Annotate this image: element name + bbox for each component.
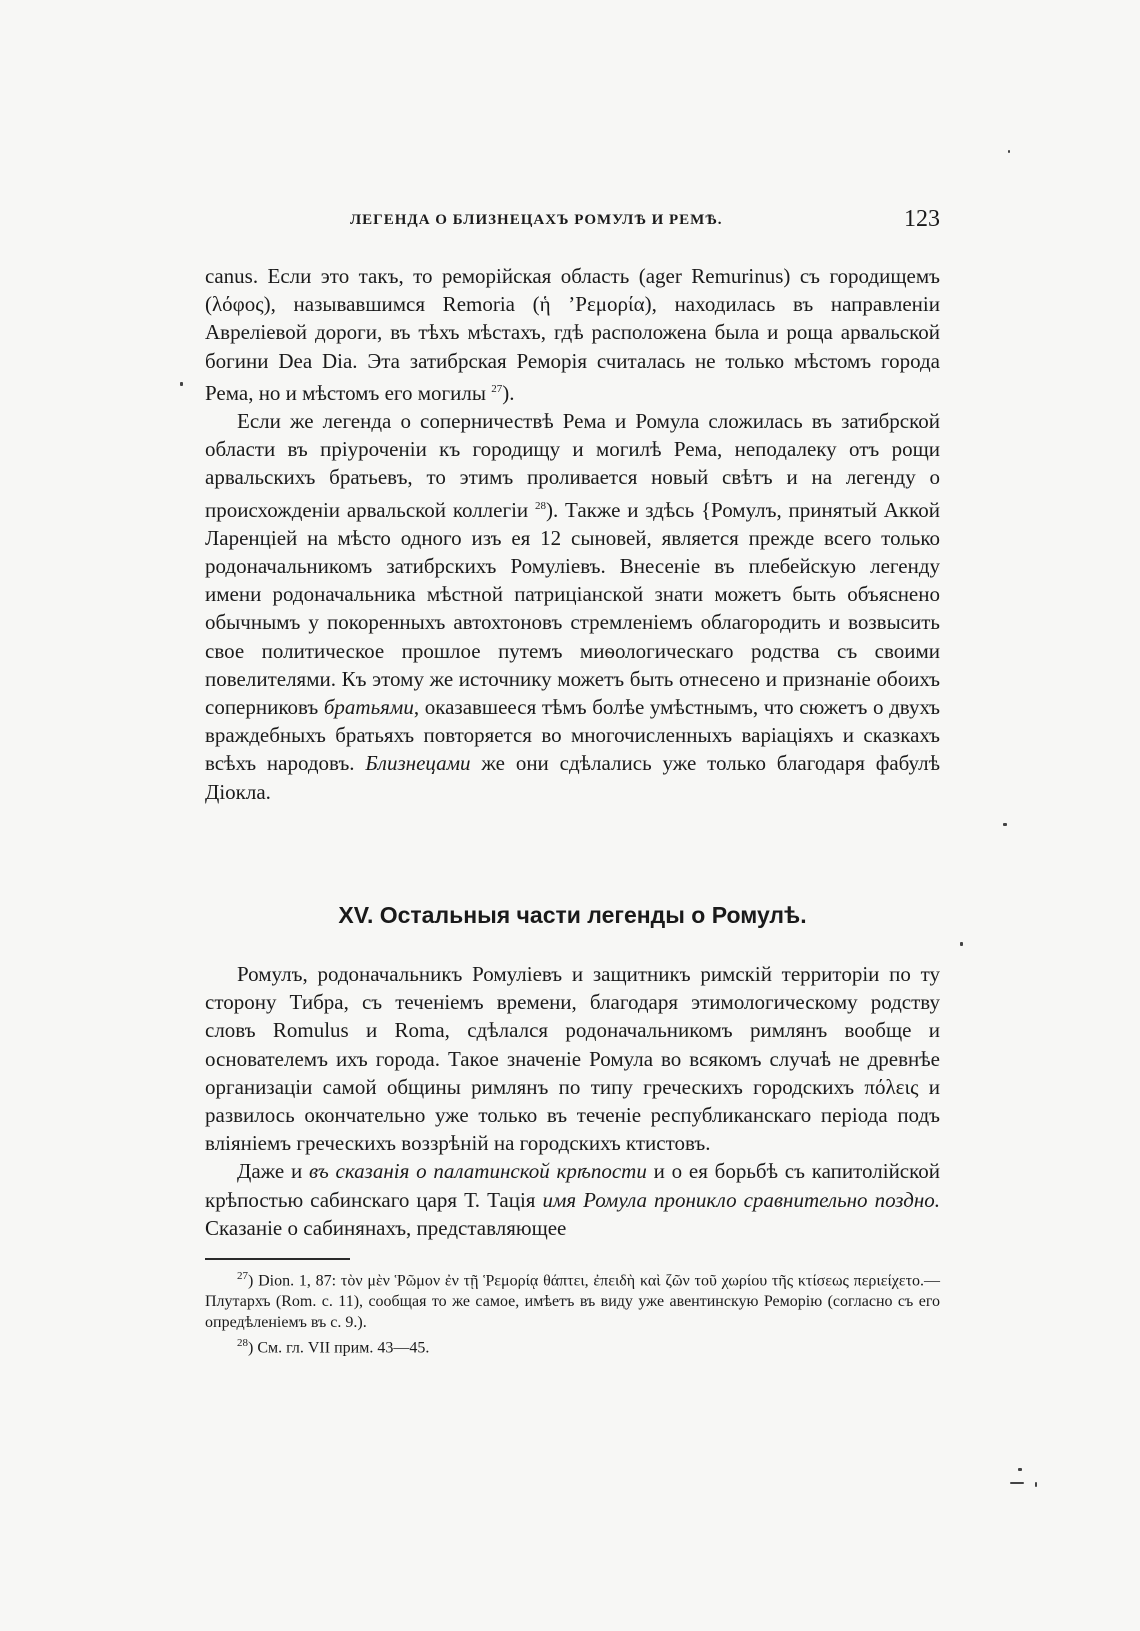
paragraph-4-text-b: и о ея борьбѣ съ капитолійской крѣпостью сабинскаго царя Т. Тація: [205, 1159, 941, 1212]
paragraph-4-text-c: Сказаніе о сабинянахъ, представляющее: [205, 1215, 567, 1240]
paragraph-2-text-c: , оказавшееся тѣмъ болѣе умѣстнымъ, что сюжетъ о двухъ враждебныхъ братьяхъ повторяется во многочисленныхъ варіаціяхъ и сказкахъ всѣхъ народовъ.: [205, 695, 941, 776]
paragraph-4-text-a: Даже и: [237, 1159, 303, 1184]
emphasis-bratyami: братьями: [323, 695, 414, 720]
body-text-upper: [205, 262, 940, 806]
paragraph-1-end: ).: [502, 380, 515, 405]
paragraph-1-text: canus. Если это такъ, то реморійская область (ager Remurinus) съ городищемъ (λόφος), называвшимся Remoria (ἡ ’Ρεμορία), находилась въ направленіи Авреліевой дороги, въ тѣхъ мѣстахъ, гдѣ расположена была и роща арвальской богини Dea Dia. Эта затибрская Реморія считалась не только мѣстомъ города Рема, но и мѣстомъ его могилы: [205, 264, 940, 405]
scan-speck: [1018, 1468, 1022, 1471]
footnote-28-number: 28: [237, 1337, 248, 1350]
paragraph-1: [205, 262, 940, 407]
footnote-rule: [205, 1258, 350, 1260]
section-heading: XV. Остальныя части легенды о Ромулѣ.: [338, 902, 807, 928]
footnotes: [205, 1266, 940, 1359]
footnote-27-text: ) Dion. 1, 87: τὸν μὲν Ῥῶμον ἐν τῇ Ῥεμορίᾳ θάπτει, ἐπειδὴ καὶ ζῶν τοῦ χωρίου τῆς κτίσεως περιείχετο.—Плутархъ (Rom. c. 11), сообщая то же самое, имѣетъ въ виду уже авентинскую Реморію (согласно съ его опредѣленіемъ въ с. 9.).: [205, 1272, 940, 1332]
running-head: [205, 206, 940, 238]
paragraph-4: [205, 1157, 940, 1242]
footnote-27-number: 27: [237, 1270, 248, 1282]
scan-speck: [1003, 823, 1007, 826]
footnote-ref-28: 28: [534, 499, 546, 512]
scan-speck: [1010, 1482, 1024, 1484]
paragraph-2: [205, 407, 940, 806]
paragraph-2-text-b: ). Также и здѣсь {Ромулъ, принятый Аккой Ларенціей на мѣсто одного изъ ея 12 сыновей, является прежде всего только родоначальникомъ затибрскихъ Ромуліевъ. Внесеніе въ плебейскую легенду имени родоначальника мѣстной патриціанской знати можетъ быть объяснено обычнымъ у покоренныхъ автохтоновъ стремленіемъ облагородить и возвысить свое политическое прошлое путемъ миѳологическаго родства съ своими повелителями. Къ этому же источнику можетъ быть отнесено и признаніе обоихъ соперниковъ: [205, 497, 940, 720]
paragraph-2-text-d: же они сдѣлались уже только благодаря фабулѣ Діокла.: [205, 751, 941, 804]
footnote-28: [205, 1333, 940, 1358]
scan-speck: [1008, 150, 1010, 153]
scan-speck: [960, 942, 963, 946]
footnote-ref-27: 27: [491, 382, 503, 395]
paragraph-3: Ромулъ, родоначальникъ Ромуліевъ и защитникъ римскій территоріи по ту сторону Тибра, съ теченіемъ времени, благодаря этимологическому родству словъ Romulus и Roma, сдѣлался родоначальникомъ римлянъ вообще и основателемъ ихъ города. Такое значеніе Ромула во всякомъ случаѣ не древнѣе организаціи самой общины римлянъ по типу греческихъ городскихъ πόλεις и развилось окончательно уже только въ теченіе республиканскаго періода подъ вліяніемъ греческихъ воззрѣній на городскихъ ктистовъ.: [205, 962, 940, 1156]
footnote-27: [205, 1266, 940, 1333]
body-text-lower: [205, 960, 940, 1242]
paragraph-2-text-a: Если же легенда о соперничествѣ Рема и Ромула сложилась въ затибрской области въ пріуроченіи къ городищу и могилѣ Рема, неподалеку отъ рощи арвальскихъ братьевъ, то этимъ проливается новый свѣтъ и на легенду о происхожденіи арвальской коллегіи: [205, 409, 940, 522]
scan-speck: [1035, 1482, 1037, 1487]
emphasis-bliznetsami: Близнецами: [365, 751, 471, 776]
emphasis-imya-romula: имя Ромула проникло сравнительно поздно.: [542, 1187, 941, 1212]
running-title: ЛЕГЕНДА О БЛИЗНЕЦАХЪ РОМУЛѢ И РЕМѢ.: [350, 212, 723, 228]
scan-speck: [180, 382, 183, 386]
page-number: 123: [904, 206, 940, 232]
emphasis-skazaniya: въ сказанія о палатинской крѣпости: [309, 1159, 647, 1184]
footnote-28-text: ) См. гл. VII прим. 43—45.: [248, 1339, 430, 1357]
